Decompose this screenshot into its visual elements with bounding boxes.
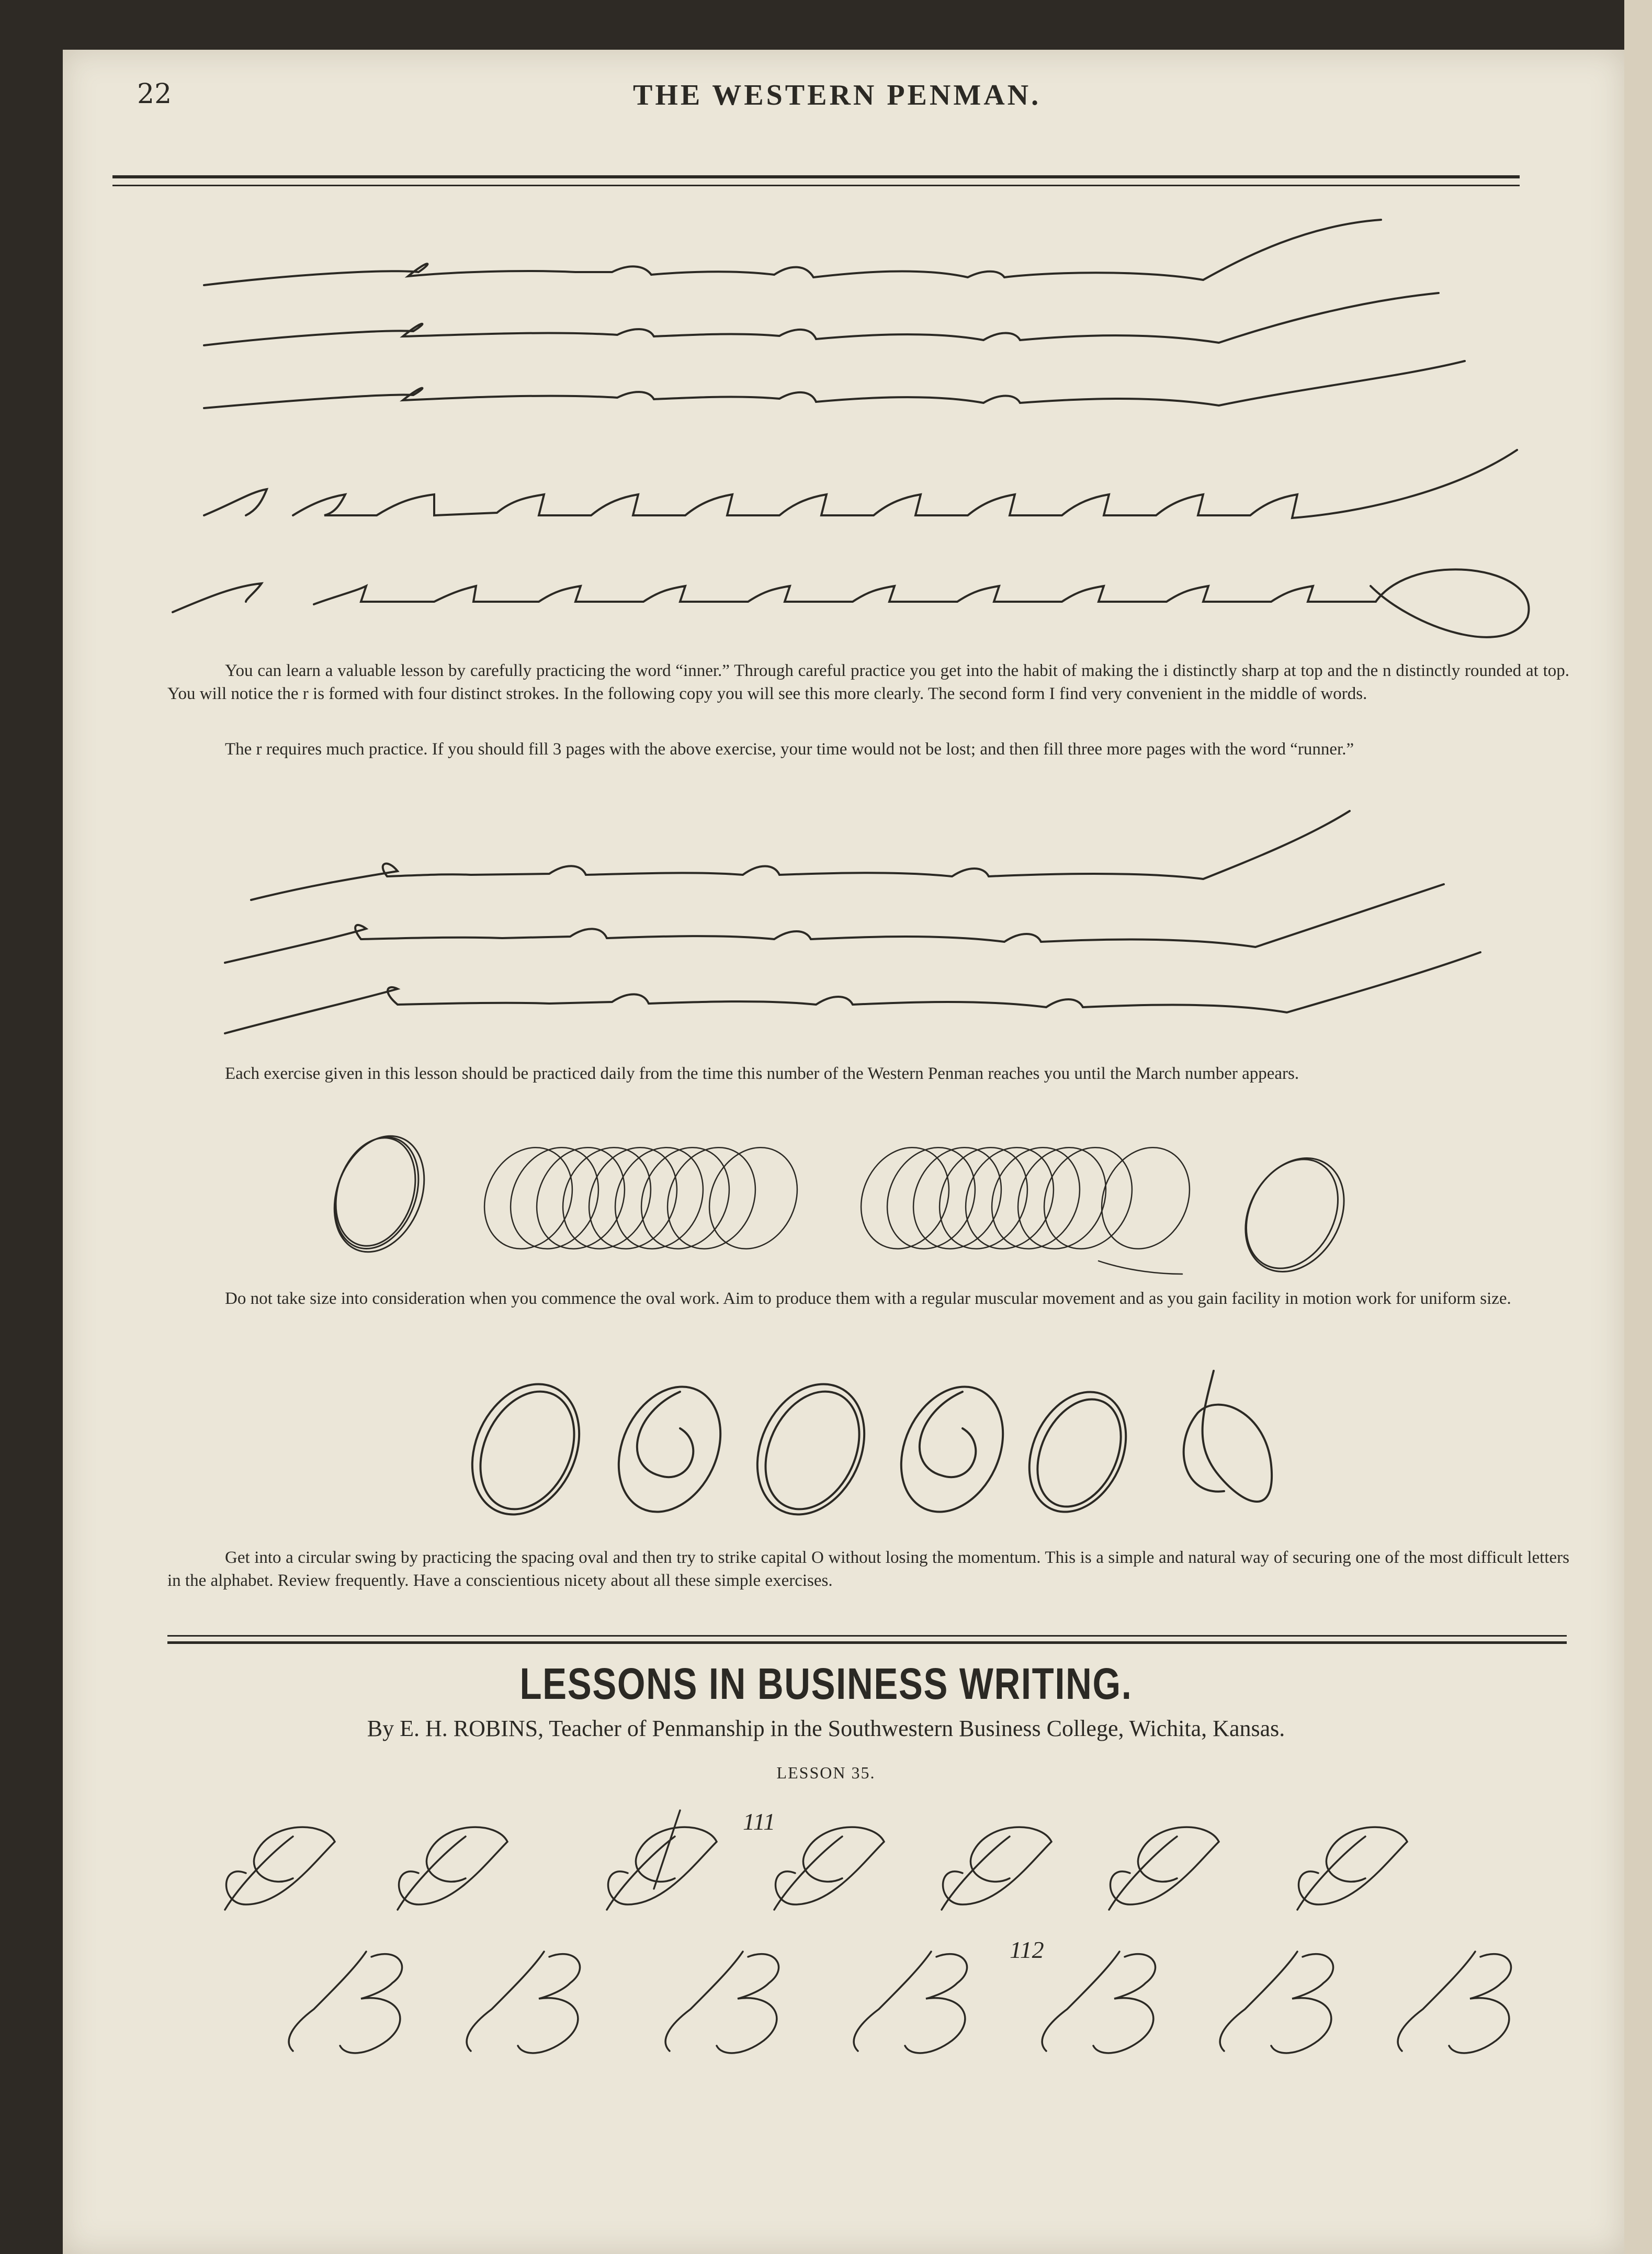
capital-b: [1220, 1952, 1333, 2053]
capital-b: [289, 1952, 402, 2053]
lesson-number: LESSON 35.: [776, 1763, 876, 1782]
paragraph-circular-swing: Get into a circular swing by practicing the spacing oval and then try to strike capital O without losing the momentum. This is a simple and natural way of securing one of the most difficult letters in the alphabet. Review frequently. Have a conscientious nicety about all these simple exercises.: [167, 1548, 1569, 1590]
capital-b: [1398, 1952, 1511, 2053]
capital-p: [225, 1827, 335, 1910]
annotation-111: 111: [743, 1808, 776, 1835]
capital-p: [1109, 1827, 1219, 1910]
capital-b: [1042, 1952, 1155, 2053]
capital-b: [467, 1952, 580, 2053]
capital-p: [942, 1827, 1051, 1910]
business-writing-byline: By E. H. ROBINS, Teacher of Penmanship in the Southwestern Business College, Wichita, Kansas.: [367, 1716, 1285, 1741]
paragraph-r-practice: The r requires much practice. If you should fill 3 pages with the above exercise, your time would not be lost; and then fill three more pages with the word “runner.”: [225, 740, 1354, 759]
capital-b-row: [289, 1952, 1511, 2053]
paragraph-oval-work: Do not take size into consideration when you commence the oval work. Aim to produce them with a regular muscular movement and as you gain facility in motion work for uniform size.: [225, 1289, 1511, 1308]
business-writing-title: LESSONS IN BUSINESS WRITING.: [519, 1659, 1133, 1708]
capital-p-row: [225, 1810, 1407, 1910]
capital-p: [1297, 1827, 1407, 1910]
capital-p: [774, 1827, 884, 1910]
annotation-112: 112: [1010, 1936, 1044, 1963]
capital-b: [854, 1952, 967, 2053]
capital-p: [607, 1810, 717, 1910]
page-number: 22: [137, 78, 172, 110]
paragraph-inner-lesson: You can learn a valuable lesson by carefully practicing the word “inner.” Through careful practice you get into the habit of making the i distinctly sharp at top and the n distinctly rounded at top. You will notice the r is formed with four distinct strokes. In the following copy you will see this more clearly. The second form I find very convenient in the middle of words.: [167, 661, 1569, 703]
capital-p: [398, 1827, 507, 1910]
capital-b: [665, 1952, 778, 2053]
running-title: THE WESTERN PENMAN.: [633, 79, 1042, 111]
paragraph-daily-practice: Each exercise given in this lesson should be practiced daily from the time this number of the Western Penman reaches you until the March number appears.: [225, 1064, 1299, 1083]
